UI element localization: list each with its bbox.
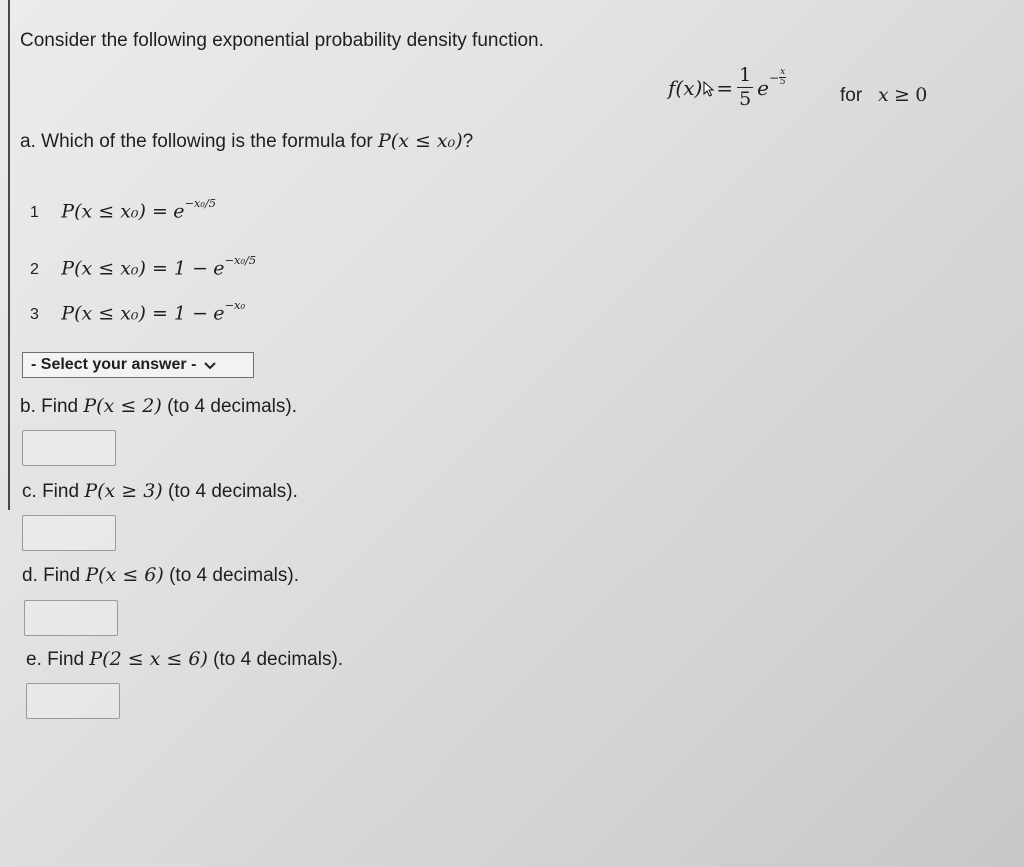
chevron-down-icon [204, 357, 216, 373]
question-e-label: e. [26, 649, 42, 670]
option-3 [30, 298, 245, 325]
mouse-cursor-icon [703, 80, 715, 96]
option-base: e [213, 257, 225, 280]
option-index: 2 [30, 261, 39, 279]
pdf-exp-num: x [780, 67, 786, 77]
question-d-expr: P(x ≤ 6) [85, 564, 164, 586]
question-a-label: a. [20, 131, 36, 152]
question-d-prompt: Find [43, 565, 81, 586]
option-index: 3 [30, 306, 39, 324]
pdf-base: e [757, 75, 769, 100]
question-a-prompt: Which of the following is the formula for [41, 131, 373, 152]
option-exponent: −x₀/5 [184, 196, 217, 210]
option-index: 1 [30, 204, 39, 222]
domain-prefix: for [840, 85, 863, 106]
option-1 [30, 196, 216, 223]
pdf-exponent [779, 68, 786, 87]
domain-val: 0 [915, 84, 928, 106]
pdf-equals: = [716, 75, 734, 100]
question-b-note: (to 4 decimals). [167, 396, 297, 417]
question-c-note: (to 4 decimals). [168, 481, 298, 502]
option-exponent: −x₀ [224, 298, 246, 312]
question-e-expr: P(2 ≤ x ≤ 6) [89, 648, 208, 670]
option-exponent: −x₀/5 [224, 253, 257, 267]
question-e-note: (to 4 decimals). [213, 649, 344, 670]
question-a [20, 130, 473, 153]
answer-d-input[interactable] [24, 600, 118, 636]
answer-b-input[interactable] [22, 430, 116, 466]
pdf-exp-sign: − [769, 70, 780, 85]
pdf-exp-den: 5 [779, 77, 786, 87]
option-base: e [213, 302, 225, 325]
question-b-expr: P(x ≤ 2) [83, 395, 162, 417]
question-e-prompt: Find [47, 649, 85, 670]
question-b [20, 395, 297, 418]
answer-select[interactable] [22, 352, 254, 378]
question-d-label: d. [22, 565, 38, 586]
intro-text: Consider the following exponential probability density function. [20, 30, 544, 51]
domain-rel: ≥ [894, 84, 910, 106]
domain-var: x [878, 84, 889, 106]
question-d [22, 564, 299, 587]
question-e [26, 648, 343, 671]
pdf-lhs: f(x) [668, 75, 703, 100]
pdf-coefficient [737, 66, 753, 109]
question-a-suffix: ? [462, 131, 474, 152]
answer-select-label: - Select your answer - [31, 356, 197, 373]
pdf-domain [840, 84, 927, 107]
option-lhs: P(x ≤ x₀) = 1 − [61, 257, 208, 280]
question-c-prompt: Find [42, 481, 80, 502]
question-b-label: b. [20, 396, 36, 417]
option-lhs: P(x ≤ x₀) = [61, 200, 168, 223]
question-c-label: c. [22, 481, 37, 502]
pdf-coef-num: 1 [739, 64, 752, 86]
left-border [8, 0, 10, 510]
question-b-prompt: Find [41, 396, 79, 417]
option-2 [30, 253, 256, 280]
answer-c-input[interactable] [22, 515, 116, 551]
pdf-coef-den: 5 [739, 88, 752, 110]
question-d-note: (to 4 decimals). [169, 565, 299, 586]
question-c-expr: P(x ≥ 3) [84, 480, 163, 502]
question-c [22, 480, 298, 503]
option-lhs: P(x ≤ x₀) = 1 − [61, 302, 208, 325]
question-a-expr: P(x ≤ x₀) [378, 130, 463, 152]
answer-e-input[interactable] [26, 683, 120, 719]
pdf-formula [668, 66, 786, 109]
option-base: e [173, 200, 185, 223]
